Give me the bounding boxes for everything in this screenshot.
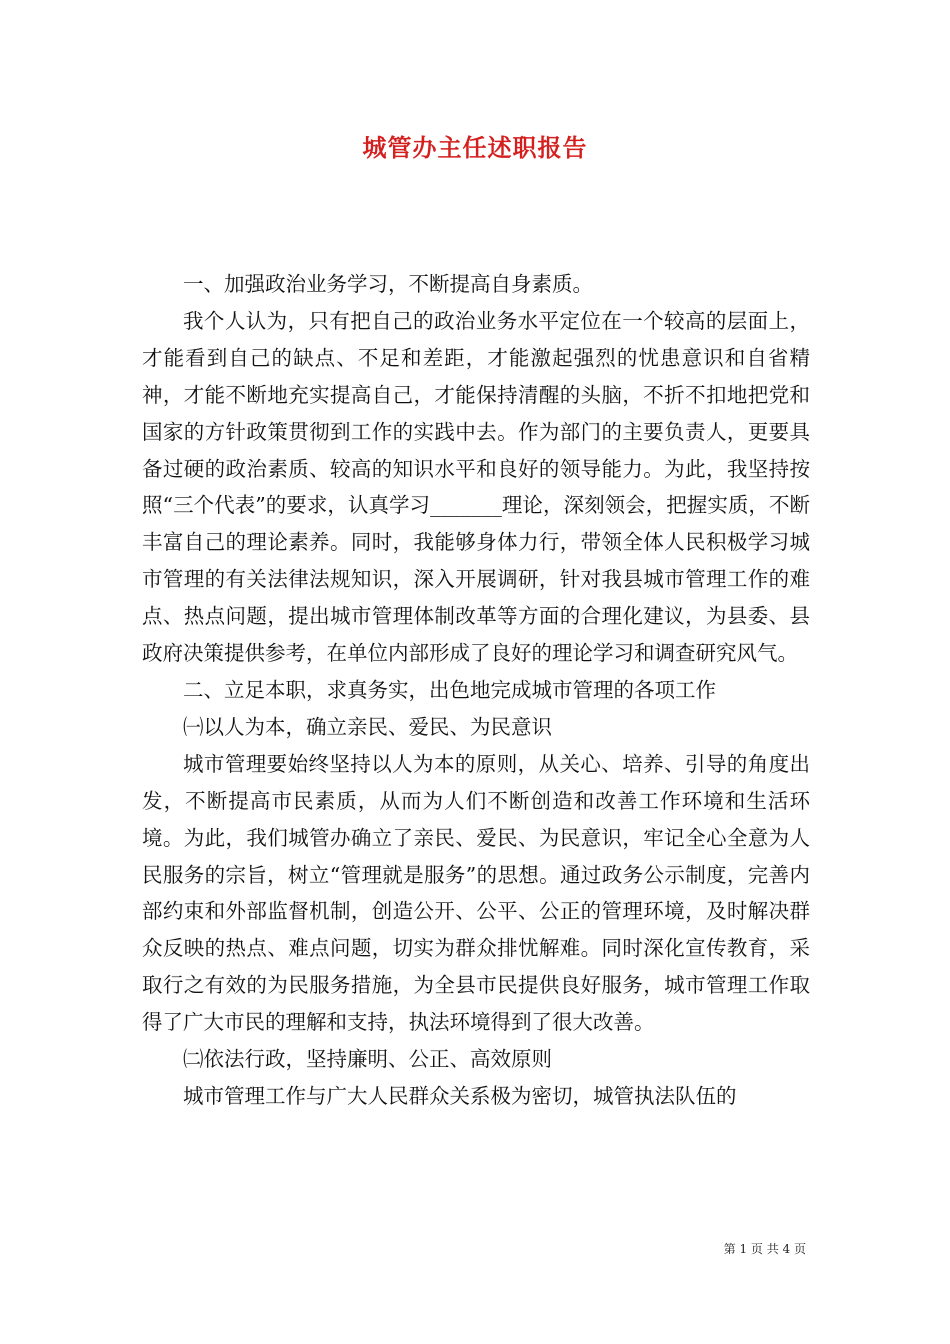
section-heading-2: 二、立足本职，求真务实，出色地完成城市管理的各项工作	[183, 677, 716, 702]
page-indicator: 第 1 页 共 4 页	[723, 1242, 806, 1256]
document-title: 城管办主任述职报告	[362, 133, 588, 162]
subsection-heading-1: ㈠以人为本，确立亲民、爱民、为民意识	[183, 714, 552, 739]
body-paragraph: 城市管理要始终坚持以人为本的原则，从关心、培养、引导的角度出发，不断提高市民素质，从而为人们不断创造和改善工作环境和生活环境。为此，我们城管办确立了亲民、爱民、为民意识，牢记全心全意为人民服务的宗旨，树立“管理就是服务”的思想。通过政务公示制度，完善内部约束和外部监督机制，创造公开、公平、公正的管理环境，及时解决群众反映的热点、难点问题，切实为群众排忧解难。同时深化宣传教育，采取行之有效的为民服务措施，为全县市民提供良好服务，城市管理工作取得了广大市民的理解和支持，执法环境得到了很大改善。	[142, 751, 810, 1035]
subsection-heading-2: ㈡依法行政，坚持廉明、公正、高效原则	[183, 1047, 552, 1072]
section-heading-1: 一、加强政治业务学习，不断提高自身素质。	[183, 272, 593, 296]
document-body	[142, 266, 810, 1115]
body-paragraph: 城市管理工作与广大人民群众关系极为密切，城管执法队伍的	[183, 1083, 737, 1108]
body-paragraph: 我个人认为，只有把自己的政治业务水平定位在一个较高的层面上，才能看到自己的缺点、不足和差距，才能激起强烈的忧患意识和自省精神，才能不断地充实提高自己，才能保持清醒的头脑，不折不扣地把党和国家的方针政策贯彻到工作的实践中去。作为部门的主要负责人，更要具备过硬的政治素质、较高的知识水平和良好的领导能力。为此，我坚持按照“三个代表”的要求，认真学习_______理论，深刻领会，把握实质，不断丰富自己的理论素养。同时，我能够身体力行，带领全体人民积极学习城市管理的有关法律法规知识，深入开展调研，针对我县城市管理工作的难点、热点问题，提出城市管理体制改革等方面的合理化建议，为县委、县政府决策提供参考，在单位内部形成了良好的理论学习和调查研究风气。	[142, 308, 810, 666]
